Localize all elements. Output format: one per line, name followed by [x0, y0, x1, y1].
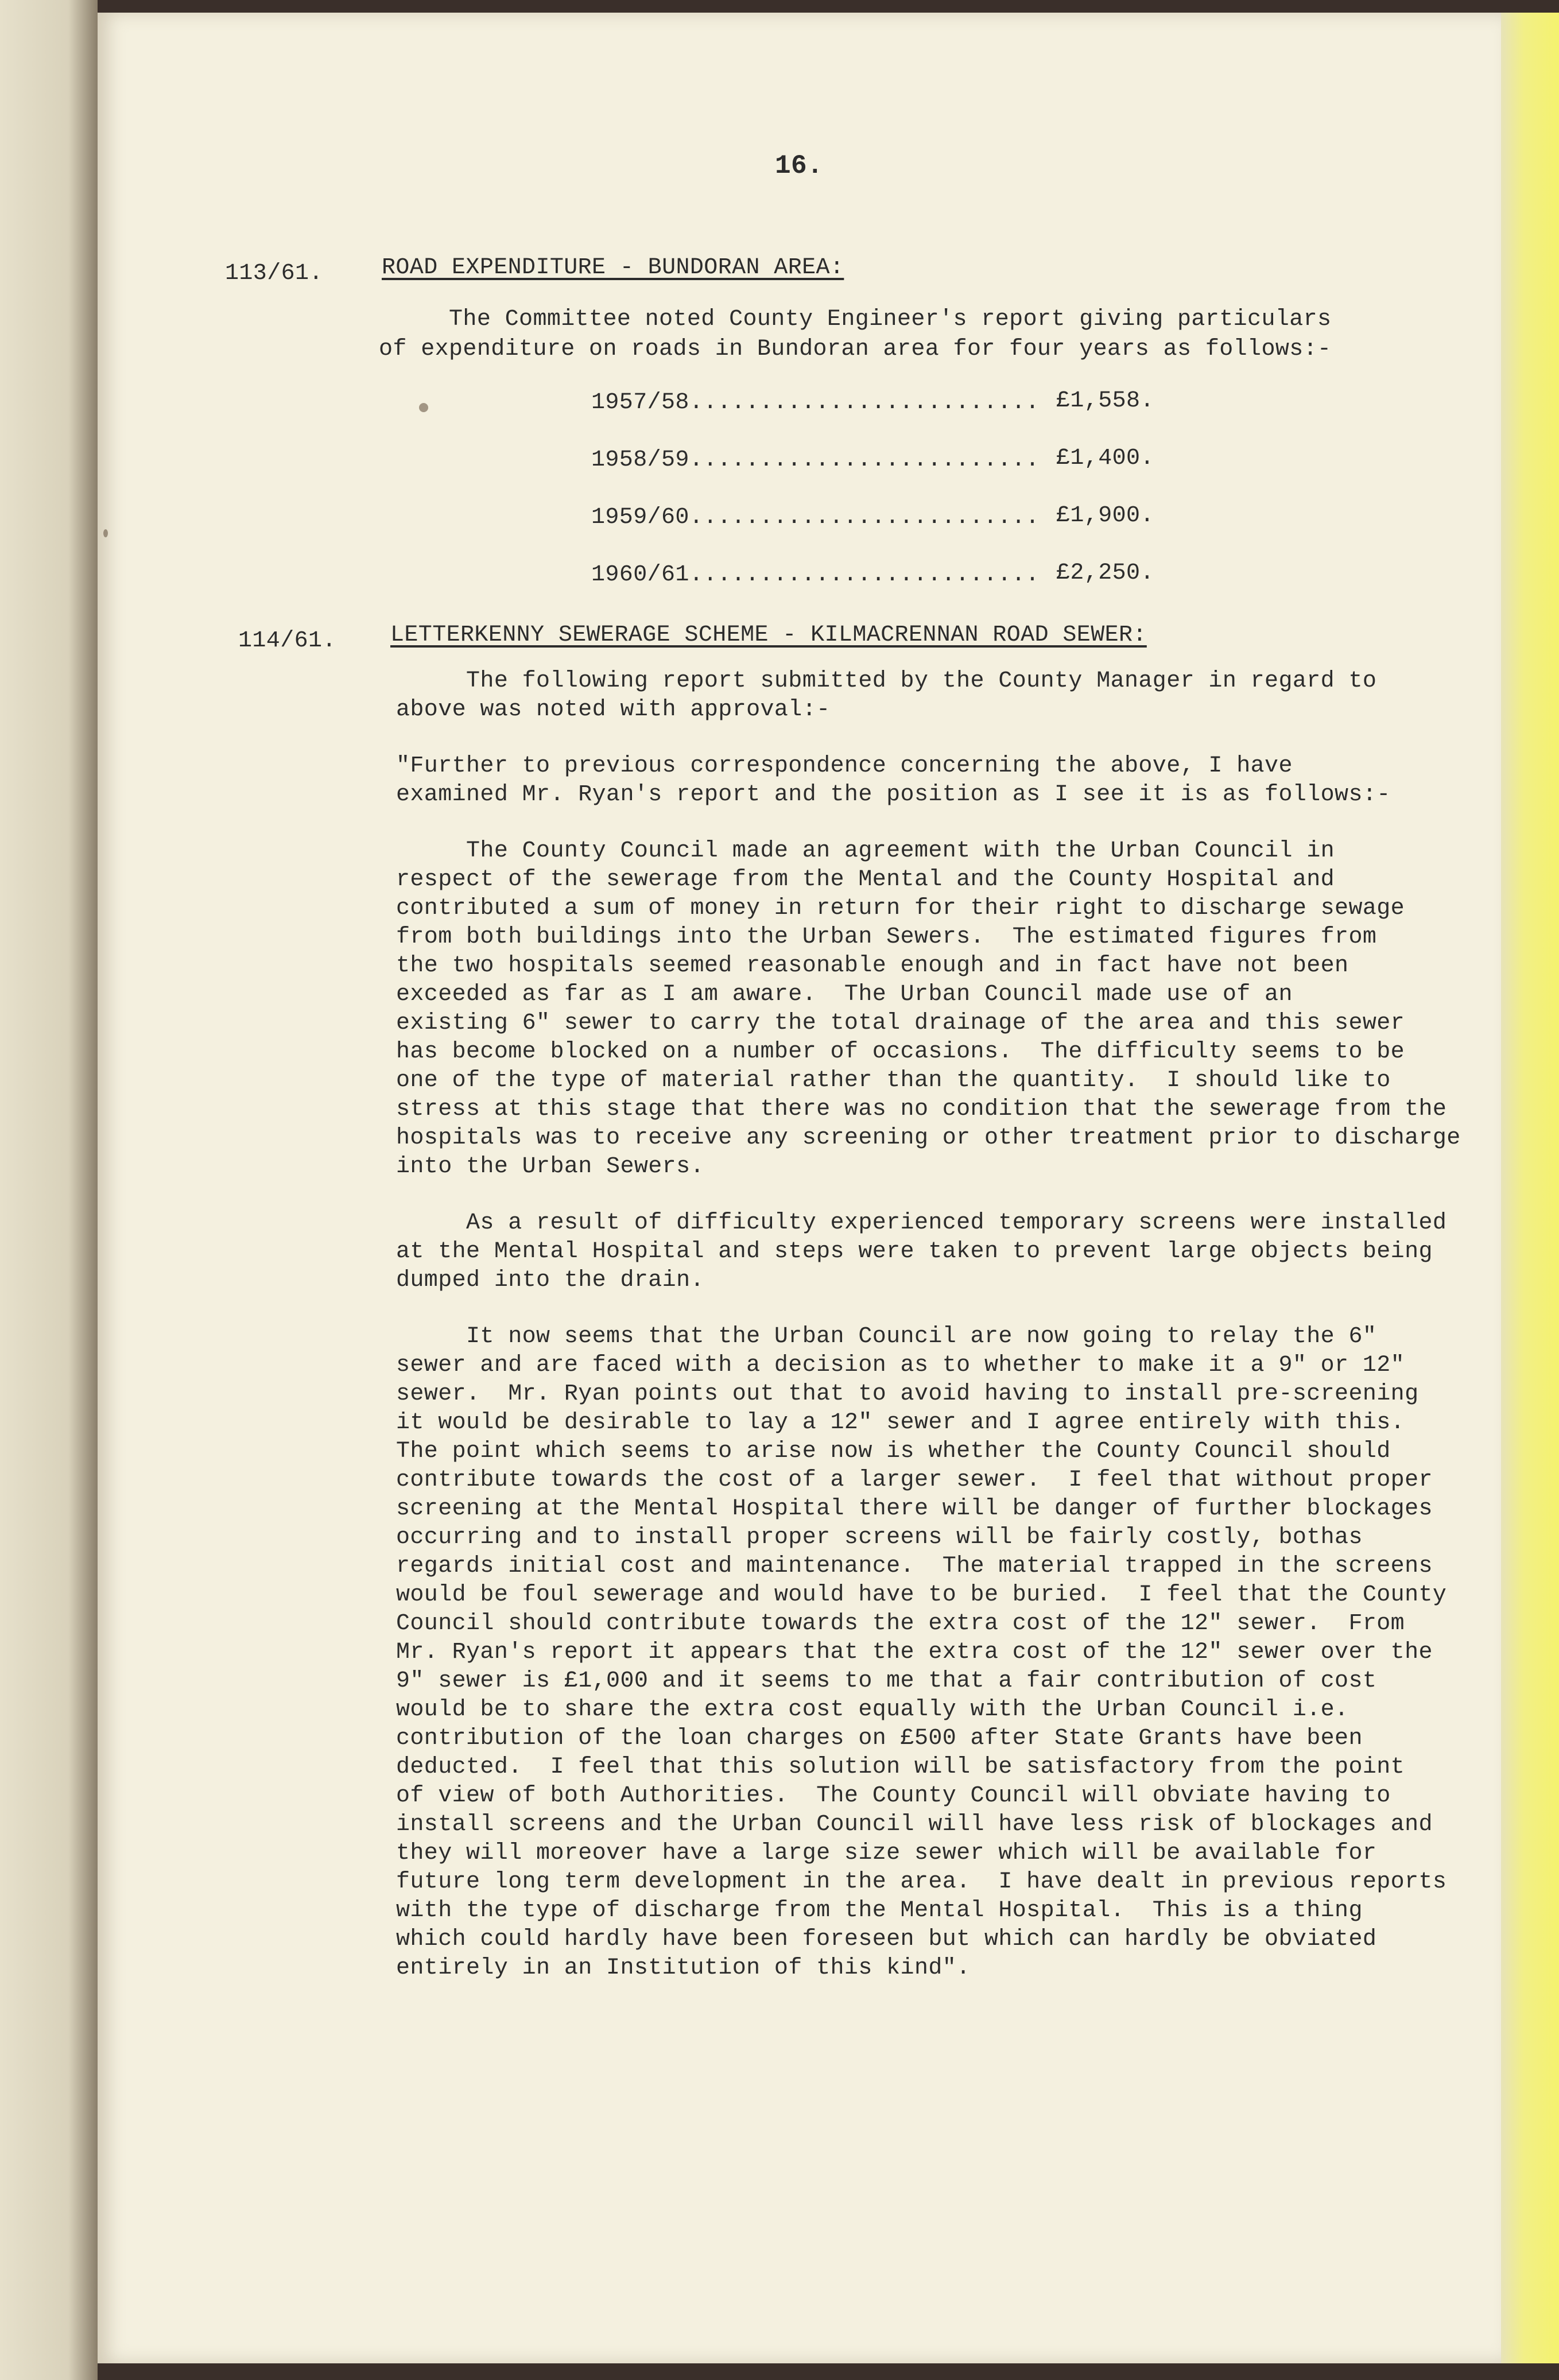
report-line: which could hardly have been foreseen but which can hardly be obviated [396, 1927, 1377, 1952]
report-line: "Further to previous correspondence concerning the above, I have [396, 753, 1293, 779]
report-line: dumped into the drain. [396, 1267, 704, 1293]
report-line: As a result of difficulty experienced temporary screens were installed [396, 1210, 1447, 1236]
ink-spot [419, 403, 428, 412]
minute-heading-114: LETTERKENNY SEWERAGE SCHEME - KILMACRENNAN ROAD SEWER: [390, 622, 1147, 648]
report-line: one of the type of material rather than the quantity. I should like to [396, 1068, 1391, 1094]
report-line: regards initial cost and maintenance. The material trapped in the screens [396, 1553, 1433, 1579]
expenditure-year: 1960/61......................... [591, 562, 1040, 588]
report-line: they will moreover have a large size sewer which will be available for [396, 1840, 1377, 1866]
report-line: sewer. Mr. Ryan points out that to avoid having to install pre-screening [396, 1381, 1419, 1407]
report-line: has become blocked on a number of occasions. The difficulty seems to be [396, 1039, 1405, 1065]
report-line: entirely in an Institution of this kind". [396, 1955, 971, 1981]
report-line: It now seems that the Urban Council are now going to relay the 6" [396, 1324, 1377, 1350]
report-line: stress at this stage that there was no condition that the sewerage from the [396, 1096, 1447, 1122]
expenditure-amount: £1,558. [1056, 388, 1154, 414]
report-line: the two hospitals seemed reasonable enough and in fact have not been [396, 953, 1349, 979]
report-line: 9" sewer is £1,000 and it seems to me that a fair contribution of cost [396, 1668, 1377, 1694]
report-line: exceeded as far as I am aware. The Urban Council made use of an [396, 982, 1293, 1007]
ink-spot [103, 529, 108, 537]
report-line: from both buildings into the Urban Sewers. The estimated figures from [396, 924, 1377, 950]
report-line: of view of both Authorities. The County Council will obviate having to [396, 1783, 1391, 1809]
report-line: at the Mental Hospital and steps were taken to prevent large objects being [396, 1239, 1433, 1265]
yellow-page-edge [1501, 13, 1559, 2363]
expenditure-year: 1957/58......................... [591, 390, 1040, 416]
expenditure-year: 1958/59......................... [591, 447, 1040, 473]
report-line: The County Council made an agreement with the Urban Council in [396, 838, 1335, 864]
document-page [98, 13, 1501, 2363]
intro-line-2: of expenditure on roads in Bundoran area for four years as follows:- [379, 336, 1332, 362]
report-line: The following report submitted by the County Manager in regard to [396, 668, 1377, 694]
report-line: deducted. I feel that this solution will be satisfactory from the point [396, 1754, 1405, 1780]
report-line: examined Mr. Ryan's report and the position as I see it is as follows:- [396, 782, 1391, 808]
report-line: hospitals was to receive any screening or other treatment prior to discharge [396, 1125, 1461, 1151]
minute-heading-113: ROAD EXPENDITURE - BUNDORAN AREA: [382, 255, 844, 281]
report-line: it would be desirable to lay a 12" sewer and I agree entirely with this. [396, 1410, 1405, 1436]
minute-number-113: 113/61. [225, 261, 323, 286]
report-line: Council should contribute towards the extra cost of the 12" sewer. From [396, 1611, 1405, 1637]
report-line: above was noted with approval:- [396, 697, 831, 723]
report-line: would be to share the extra cost equally with the Urban Council i.e. [396, 1697, 1349, 1723]
report-line: into the Urban Sewers. [396, 1154, 704, 1180]
report-line: respect of the sewerage from the Mental and the County Hospital and [396, 867, 1335, 893]
report-line: contribution of the loan charges on £500 after State Grants have been [396, 1726, 1363, 1751]
report-line: future long term development in the area. I have dealt in previous reports [396, 1869, 1447, 1895]
report-line: The point which seems to arise now is whether the County Council should [396, 1439, 1391, 1464]
minute-number-114: 114/61. [238, 628, 336, 654]
report-line: install screens and the Urban Council will have less risk of blockages and [396, 1812, 1433, 1838]
expenditure-amount: £2,250. [1056, 560, 1154, 586]
report-line: Mr. Ryan's report it appears that the extra cost of the 12" sewer over the [396, 1639, 1433, 1665]
report-body [396, 667, 1487, 1983]
report-line: would be foul sewerage and would have to be buried. I feel that the County [396, 1582, 1447, 1608]
expenditure-year: 1959/60......................... [591, 505, 1040, 530]
report-line: occurring and to install proper screens will be fairly costly, bothas [396, 1525, 1363, 1551]
report-line: screening at the Mental Hospital there will be danger of further blockages [396, 1496, 1433, 1522]
expenditure-amount: £1,900. [1056, 503, 1154, 529]
report-line: with the type of discharge from the Mental Hospital. This is a thing [396, 1898, 1363, 1924]
page-number: 16. [775, 151, 824, 181]
intro-line-1: The Committee noted County Engineer's report giving particulars [379, 307, 1332, 332]
report-line: contribute towards the cost of a larger sewer. I feel that without proper [396, 1467, 1433, 1493]
expenditure-amount: £1,400. [1056, 445, 1154, 471]
report-line: sewer and are faced with a decision as to whether to make it a 9" or 12" [396, 1352, 1405, 1378]
book-spine [0, 0, 98, 2380]
report-line: contributed a sum of money in return for their right to discharge sewage [396, 896, 1405, 921]
report-line: existing 6" sewer to carry the total drainage of the area and this sewer [396, 1010, 1405, 1036]
